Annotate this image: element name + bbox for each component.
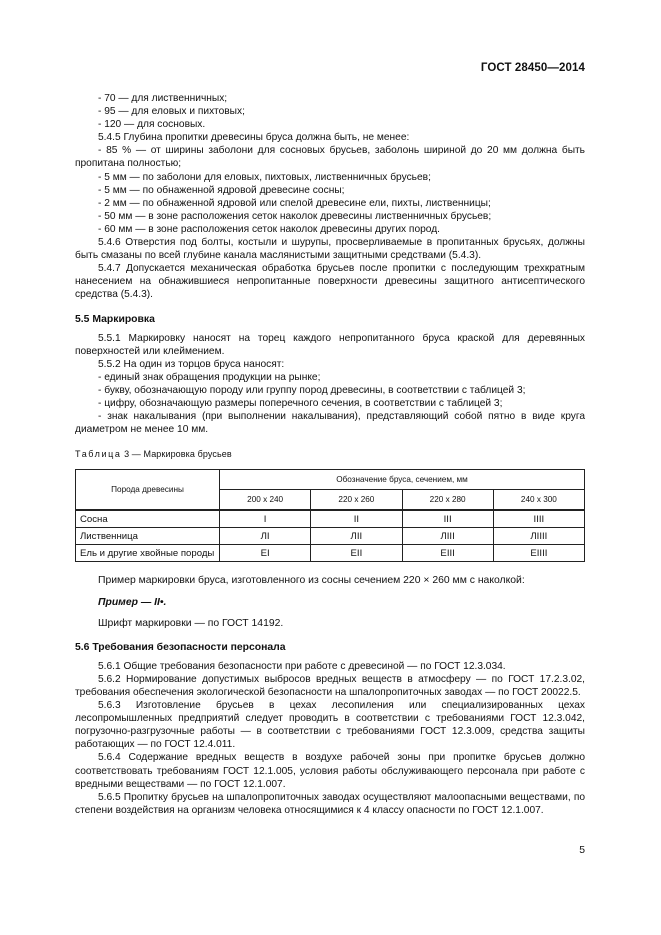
clause-5-6-2: 5.6.2 Нормирование допустимых выбросов вредных веществ в атмосферу — по ГОСТ 17.2.3.02, требования обеспечения экологической безопасности на шпалопропиточных заводах — по ГОСТ 20022.5. <box>75 673 585 698</box>
list-item: - 50 мм — в зоне расположения сеток наколок древесины лиственничных брусьев; <box>98 210 492 222</box>
table-cell: ЛII <box>311 528 402 545</box>
table-column-header: 200 x 240 <box>220 490 311 511</box>
list-item: - 70 — для лиственничных; <box>98 93 228 104</box>
clause-5-4-5: 5.4.5 Глубина пропитки древесины бруса должна быть, не менее: <box>98 132 410 144</box>
table-cell: II <box>311 510 402 528</box>
table-cell-species: Сосна <box>76 510 220 528</box>
table-cell: ЛIIII <box>493 528 584 545</box>
table-cell: III <box>402 510 493 528</box>
document-code-header: ГОСТ 28450—2014 <box>480 62 585 74</box>
table-caption-word: Таблица <box>75 449 122 460</box>
table-cell: EIII <box>402 545 493 562</box>
document-body <box>75 92 585 817</box>
clause-5-4-6: 5.4.6 Отверстия под болты, костыли и шурупы, просверливаемые в пропитанных брусьях, должны быть смазаны по всей глубине канала маслянистыми защитными средствами (5.4.3). <box>75 237 585 262</box>
table-caption-text: 3 — Маркировка брусьев <box>121 449 232 460</box>
table-cell: ЛI <box>220 528 311 545</box>
list-item: - 60 мм — в зоне расположения сеток наколок древесины других пород. <box>98 223 440 235</box>
table-cell-species: Ель и другие хвойные породы <box>76 545 220 562</box>
list-item: - 120 — для сосновых. <box>98 119 206 131</box>
table-column-header: 220 x 280 <box>402 490 493 511</box>
list-item: - 5 мм — по заболони для еловых, пихтовых, лиственничных брусьев; <box>98 171 431 183</box>
table-cell: IIII <box>493 510 584 528</box>
list-item: - 2 мм — по обнаженной ядровой или спелой древесине ели, пихты, лиственницы; <box>98 197 491 209</box>
table-column-header: 240 x 300 <box>493 490 584 511</box>
table-row <box>76 545 585 562</box>
list-item: - букву, обозначающую породу или группу пород древесины, в соответствии с таблицей 3; <box>98 384 526 396</box>
section-heading-5-6: 5.6 Требования безопасности персонала <box>75 641 286 653</box>
marking-font-note: Шрифт маркировки — по ГОСТ 14192. <box>98 617 284 629</box>
section-heading-5-5: 5.5 Маркировка <box>75 313 155 325</box>
clause-5-5-2: 5.5.2 На один из торцов бруса наносят: <box>98 358 285 370</box>
list-item: - 5 мм — по обнаженной ядровой древесине сосны; <box>98 184 345 196</box>
table-caption <box>75 448 585 461</box>
list-item: - 95 — для еловых и пихтовых; <box>98 106 245 118</box>
table-row <box>76 528 585 545</box>
marking-table <box>75 469 585 562</box>
marking-example: Пример — II•. <box>98 596 167 608</box>
table-cell: ЛIII <box>402 528 493 545</box>
table-cell: EI <box>220 545 311 562</box>
table-column-header: 220 x 260 <box>311 490 402 511</box>
clause-5-4-7: 5.4.7 Допускается механическая обработка брусьев после пропитки с последующим трехкратным нанесением на обнажившиеся непропитанные поверхности древесины защитного антисептического средства (5.4.3). <box>75 263 585 301</box>
list-item: - цифру, обозначающую размеры поперечного сечения, в соответствии с таблицей 3; <box>98 398 503 410</box>
clause-5-6-3: 5.6.3 Изготовление брусьев в цехах лесопиления или специализированных цехах лесопромышленных предприятий следует проводить в соответствии с требованиями ГОСТ 12.3.042, погрузочно-разгрузочные работы — в соответствии с требованиями ГОСТ 12.3.009, средства защиты работающих — по ГОСТ 12.4.011. <box>75 700 585 751</box>
page-number: 5 <box>579 845 585 856</box>
table-cell: EIIII <box>493 545 584 562</box>
table-cell: EII <box>311 545 402 562</box>
example-intro: Пример маркировки бруса, изготовленного из сосны сечением 220 × 260 мм с наколкой: <box>98 575 525 587</box>
clause-5-5-1: 5.5.1 Маркировку наносят на торец каждого непропитанного бруса краской для деревянных поверхностей или клеймением. <box>75 332 585 357</box>
clause-5-6-4: 5.6.4 Содержание вредных веществ в воздухе рабочей зоны при пропитке брусьев должно соответствовать требованиям ГОСТ 12.1.005, условия работы обслуживающего персонала при работе с вредными веществами — по ГОСТ 12.1.007. <box>75 752 585 790</box>
clause-5-6-5: 5.6.5 Пропитку брусьев на шпалопропиточных заводах осуществляют малоопасными веществами, по степени воздействия на организм человека относящимися к 4 классу опасности по ГОСТ 12.1.007. <box>75 791 585 816</box>
list-item: - знак накалывания (при выполнении накалывания), представляющий собой пятно в виде круга диаметром не менее 10 мм. <box>75 411 585 436</box>
list-item: - единый знак обращения продукции на рынке; <box>98 371 321 383</box>
list-item: - 85 % — от ширины заболони для сосновых брусьев, заболонь шириной до 20 мм должна быть пропитана полностью; <box>75 145 585 170</box>
table-group-header: Обозначение бруса, сечением, мм <box>220 470 585 490</box>
table-cell-species: Лиственница <box>76 528 220 545</box>
table-cell: I <box>220 510 311 528</box>
table-row <box>76 510 585 528</box>
table-row-header: Порода древесины <box>76 470 220 511</box>
clause-5-6-1: 5.6.1 Общие требования безопасности при работе с древесиной — по ГОСТ 12.3.034. <box>98 660 506 672</box>
